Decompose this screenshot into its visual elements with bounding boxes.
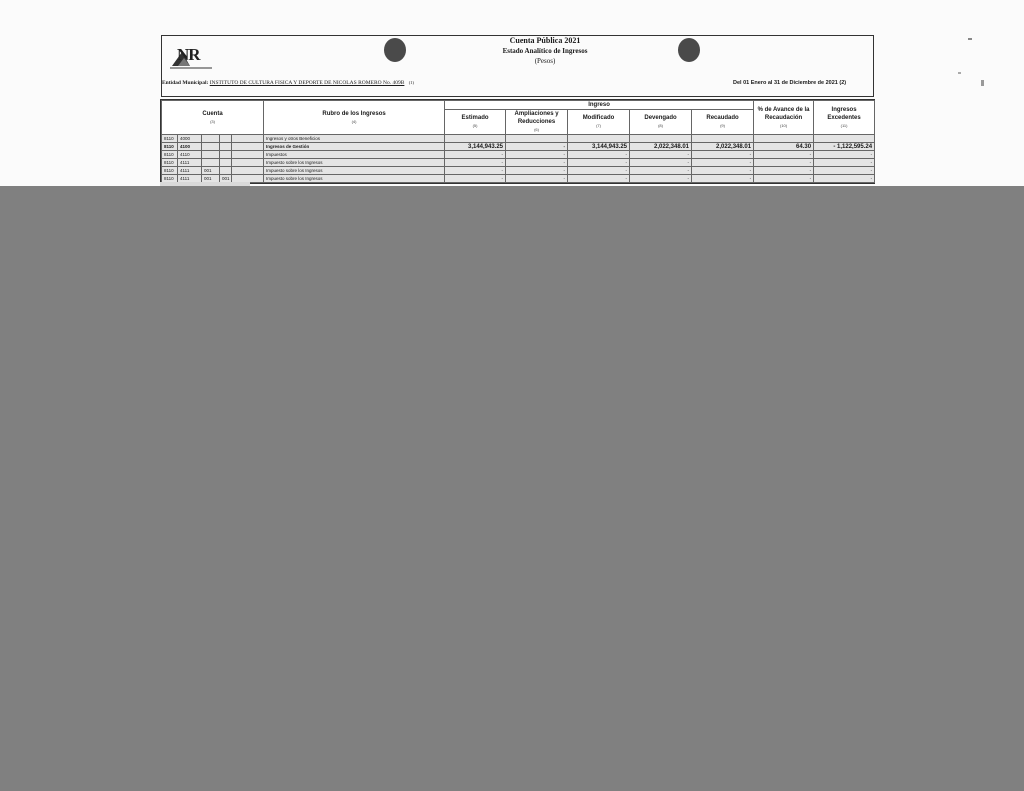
cell <box>445 135 506 143</box>
cell: 8110 <box>162 135 178 143</box>
cell <box>232 135 264 143</box>
cell <box>232 159 264 167</box>
period-label: Del 01 Enero al 31 de Diciembre de 2021 (2) <box>733 80 847 86</box>
cell: 4111 <box>178 175 202 183</box>
cell: - <box>814 151 875 159</box>
cell: 3,144,943.25 <box>568 143 630 151</box>
cell: 4111 <box>178 159 202 167</box>
table-row <box>162 175 875 183</box>
cell: 001 <box>220 175 232 183</box>
report-subtitle: Estado Analítico de Ingresos <box>502 47 588 55</box>
cell <box>232 151 264 159</box>
cell: - <box>630 159 692 167</box>
cell: - <box>630 151 692 159</box>
col-ref: (7) <box>596 123 601 128</box>
table-row <box>162 159 875 167</box>
col-header-ampliaciones <box>506 110 568 135</box>
cell <box>692 135 754 143</box>
scan-speck <box>981 80 984 86</box>
cell-rubro: Ingresos de Gestión <box>264 143 445 151</box>
col-header-devengado <box>630 110 692 135</box>
col-label: % de Avance de la Recaudación <box>757 106 810 121</box>
cell: - <box>692 159 754 167</box>
cell-rubro: Impuesto sobre los Ingresos <box>264 167 445 175</box>
cell: - <box>506 143 568 151</box>
cell: - <box>445 159 506 167</box>
col-label: Rubro de los Ingresos <box>322 110 386 117</box>
entity-name: INSTITUTO DE CULTURA FISICA Y DEPORTE DE NICOLAS ROMERO No. 409B <box>209 80 405 86</box>
cell: - <box>814 167 875 175</box>
cell <box>202 151 220 159</box>
cell: - <box>692 167 754 175</box>
cell: 8110 <box>162 167 178 175</box>
col-ref: (8) <box>658 123 663 128</box>
cell-rubro: Impuestos <box>264 151 445 159</box>
cell: - <box>445 167 506 175</box>
cell: 2,022,348.01 <box>630 143 692 151</box>
cell <box>220 167 232 175</box>
cell: - <box>506 151 568 159</box>
title-block <box>440 36 650 66</box>
units-label: (Pesos) <box>534 57 556 65</box>
cell <box>220 135 232 143</box>
cell: - <box>445 151 506 159</box>
cell: 4000 <box>178 135 202 143</box>
cell: 2,022,348.01 <box>692 143 754 151</box>
cell: 8110 <box>162 159 178 167</box>
punch-hole <box>678 38 700 62</box>
cell: - <box>754 167 814 175</box>
scan-speck <box>968 38 972 40</box>
cell <box>202 143 220 151</box>
cell: - <box>692 151 754 159</box>
cell: - <box>506 167 568 175</box>
cell: - <box>692 175 754 183</box>
col-label: Ingresos Excedentes <box>827 106 861 121</box>
col-header-rubro <box>264 101 445 135</box>
cell: - <box>506 175 568 183</box>
cell-rubro: Impuesto sobre los Ingresos <box>264 175 445 183</box>
cell <box>568 135 630 143</box>
cell: 64.30 <box>754 143 814 151</box>
cell <box>506 135 568 143</box>
cell: - <box>630 167 692 175</box>
punch-hole <box>384 38 406 62</box>
cell: 8110 <box>162 151 178 159</box>
cell: 3,144,943.25 <box>445 143 506 151</box>
cell: - <box>506 159 568 167</box>
cell: 4111 <box>178 167 202 175</box>
col-label: Cuenta <box>202 110 223 117</box>
scan-speck <box>958 72 961 74</box>
cell <box>202 135 220 143</box>
cell <box>630 135 692 143</box>
col-header-avance <box>754 101 814 135</box>
col-ref: (6) <box>534 127 539 132</box>
cell: 8110 <box>162 143 178 151</box>
col-header-excedentes <box>814 101 875 135</box>
cell <box>754 135 814 143</box>
cell: - <box>754 159 814 167</box>
cell: - <box>814 159 875 167</box>
cell: - <box>754 175 814 183</box>
page-title: Cuenta Pública 2021 <box>509 36 581 45</box>
entity-line <box>162 80 414 86</box>
cell <box>220 143 232 151</box>
col-ref: (10) <box>780 122 788 128</box>
cell: 4100 <box>178 143 202 151</box>
cell: - <box>568 175 630 183</box>
cell: - <box>814 175 875 183</box>
document-sheet <box>0 0 1024 186</box>
cell: - <box>754 151 814 159</box>
col-label: Ampliaciones y Reducciones <box>514 111 559 125</box>
col-label: Estimado <box>461 115 489 121</box>
cell <box>220 151 232 159</box>
cell <box>232 143 264 151</box>
col-ref: (9) <box>720 123 725 128</box>
entity-label: Entidad Municipal: <box>162 80 209 86</box>
col-header-modificado <box>568 110 630 135</box>
cell: - <box>568 159 630 167</box>
col-label: Recaudado <box>706 115 739 121</box>
cell: 8110 <box>162 175 178 183</box>
col-header-estimado <box>445 110 506 135</box>
cell: - <box>568 167 630 175</box>
table-row <box>162 167 875 175</box>
cell: 4110 <box>178 151 202 159</box>
logo-text: NR <box>177 45 200 64</box>
col-ref: (5) <box>472 123 478 128</box>
table-row <box>162 143 875 151</box>
cell-rubro: Impuesto sobre los Ingresos <box>264 159 445 167</box>
table-row <box>162 151 875 159</box>
entity-ref: (1) <box>408 80 414 85</box>
cell-rubro: Ingresos y otros Beneficios <box>264 135 445 143</box>
col-ref: (3) <box>210 118 215 124</box>
col-header-ingreso: Ingreso <box>445 101 754 110</box>
cell: - <box>445 175 506 183</box>
col-header-cuenta <box>162 101 264 135</box>
cell <box>202 159 220 167</box>
redacted-area <box>0 186 1024 791</box>
cell: 001 <box>202 175 220 183</box>
cell <box>814 135 875 143</box>
col-ref: (4) <box>351 118 357 124</box>
col-label: Devengado <box>644 115 677 121</box>
cell: - 1,122,595.24 <box>814 143 875 151</box>
cell: 001 <box>202 167 220 175</box>
cell <box>232 167 264 175</box>
cell: - <box>630 175 692 183</box>
cell: - <box>568 151 630 159</box>
col-ref: (11) <box>840 122 848 128</box>
cell <box>220 159 232 167</box>
col-header-recaudado <box>692 110 754 135</box>
col-label: Modificado <box>582 115 615 121</box>
table-row <box>162 135 875 143</box>
income-table <box>160 99 875 184</box>
